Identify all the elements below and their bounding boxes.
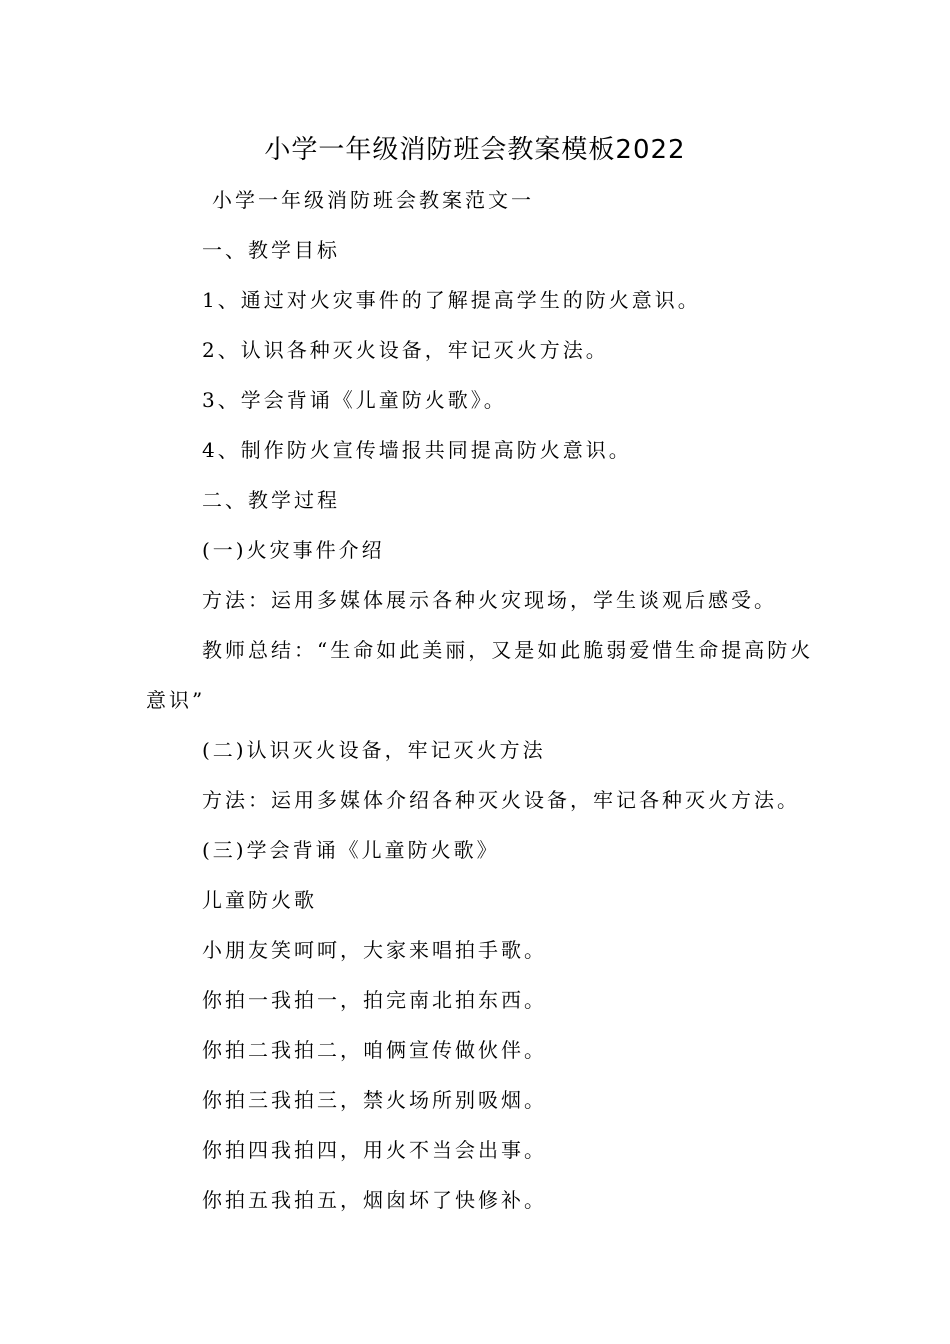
subsection-heading: (三)学会背诵《儿童防火歌》	[202, 838, 500, 862]
song-line: 你拍二我拍二，咱俩宣传做伙伴。	[202, 1038, 547, 1062]
song-line: 你拍三我拍三，禁火场所别吸烟。	[202, 1088, 547, 1112]
subsection-heading: (二)认识灭火设备，牢记灭火方法	[202, 738, 546, 762]
document-title: 小学一年级消防班会教案模板2022	[264, 135, 686, 165]
objective-item: 1、通过对火灾事件的了解提高学生的防火意识。	[202, 288, 701, 312]
subtitle: 小学一年级消防班会教案范文一	[212, 188, 534, 212]
objective-item: 4、制作防火宣传墙报共同提高防火意识。	[202, 438, 632, 462]
paragraph: 方法：运用多媒体展示各种火灾现场，学生谈观后感受。	[202, 588, 777, 612]
song-line: 你拍四我拍四，用火不当会出事。	[202, 1138, 547, 1162]
objective-item: 2、认识各种灭火设备，牢记灭火方法。	[202, 338, 609, 362]
section-heading-objectives: 一、教学目标	[202, 238, 340, 262]
song-line: 你拍一我拍一，拍完南北拍东西。	[202, 988, 547, 1012]
objective-item: 3、学会背诵《儿童防火歌》。	[202, 388, 507, 412]
paragraph: 方法：运用多媒体介绍各种灭火设备，牢记各种灭火方法。	[202, 788, 800, 812]
section-heading-process: 二、教学过程	[202, 488, 340, 512]
song-line: 你拍五我拍五，烟囱坏了快修补。	[202, 1188, 547, 1212]
paragraph: 教师总结：“生命如此美丽，又是如此脆弱爱惜生命提高防火	[202, 638, 814, 662]
song-title: 儿童防火歌	[202, 888, 317, 912]
subsection-heading: (一)火灾事件介绍	[202, 538, 385, 562]
paragraph-continuation: 意识”	[146, 688, 206, 712]
song-line: 小朋友笑呵呵，大家来唱拍手歌。	[202, 938, 547, 962]
